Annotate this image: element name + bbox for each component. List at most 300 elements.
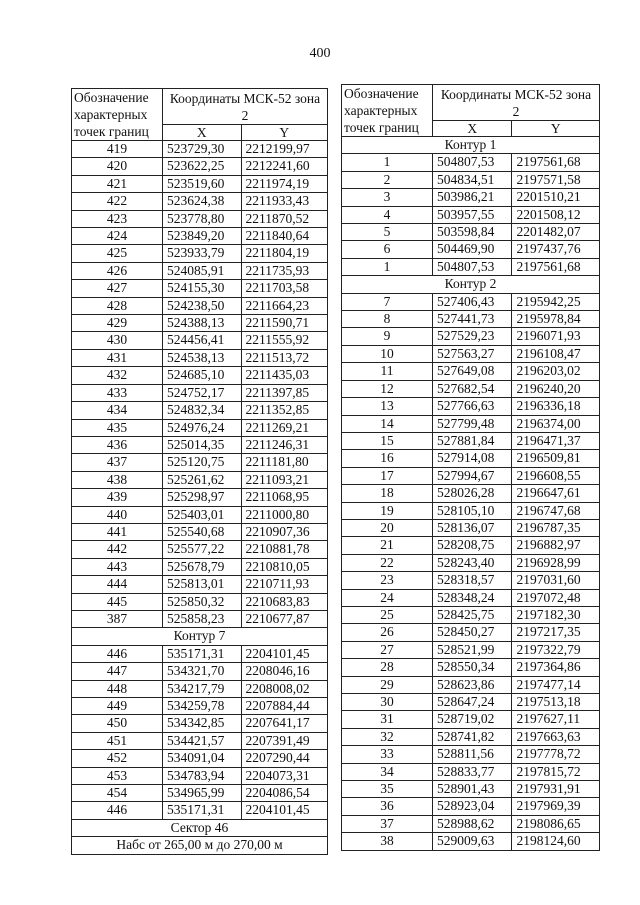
y-coordinate-cell: 2197072,48 xyxy=(512,589,600,606)
y-coordinate-cell: 2210810,05 xyxy=(241,558,328,575)
x-column-header: X xyxy=(433,121,512,137)
point-label-cell: 451 xyxy=(72,732,163,749)
x-coordinate-cell: 503957,55 xyxy=(433,206,512,223)
y-coordinate-cell: 2211435,03 xyxy=(241,367,328,384)
label-column-header: Обозначение характерных точек границ xyxy=(72,89,163,141)
y-column-header: Y xyxy=(241,125,328,141)
y-coordinate-cell: 2211590,71 xyxy=(241,315,328,332)
point-label-cell: 21 xyxy=(342,537,433,554)
point-label-cell: 26 xyxy=(342,624,433,641)
x-coordinate-cell: 527441,73 xyxy=(433,311,512,328)
y-coordinate-cell: 2201510,21 xyxy=(512,189,600,206)
y-coordinate-cell: 2212199,97 xyxy=(241,141,328,158)
table-row xyxy=(342,258,600,275)
table-row xyxy=(342,833,600,850)
y-coordinate-cell: 2204073,31 xyxy=(241,767,328,784)
x-coordinate-cell: 527682,54 xyxy=(433,380,512,397)
point-label-cell: 24 xyxy=(342,589,433,606)
x-coordinate-cell: 524976,24 xyxy=(163,419,242,436)
y-coordinate-cell: 2198124,60 xyxy=(512,833,600,850)
table-row xyxy=(342,606,600,623)
table-row xyxy=(342,345,600,362)
point-label-cell: 6 xyxy=(342,241,433,258)
point-label-cell: 13 xyxy=(342,398,433,415)
y-coordinate-cell: 2211555,92 xyxy=(241,332,328,349)
y-coordinate-cell: 2196108,47 xyxy=(512,345,600,362)
x-coordinate-cell: 527406,43 xyxy=(433,293,512,310)
table-row xyxy=(72,802,328,819)
x-coordinate-cell: 525577,22 xyxy=(163,541,242,558)
x-coordinate-cell: 504807,53 xyxy=(433,154,512,171)
y-coordinate-cell: 2197031,60 xyxy=(512,572,600,589)
section-label: Контур 1 xyxy=(342,137,600,154)
y-coordinate-cell: 2197217,35 xyxy=(512,624,600,641)
point-label-cell: 33 xyxy=(342,746,433,763)
y-coordinate-cell: 2210907,36 xyxy=(241,523,328,540)
coordinates-table-right xyxy=(341,84,600,851)
point-label-cell: 433 xyxy=(72,384,163,401)
y-coordinate-cell: 2196882,97 xyxy=(512,537,600,554)
point-label-cell: 19 xyxy=(342,502,433,519)
y-coordinate-cell: 2197627,11 xyxy=(512,711,600,728)
x-coordinate-cell: 528811,56 xyxy=(433,746,512,763)
point-label-cell: 30 xyxy=(342,694,433,711)
table-row xyxy=(72,558,328,575)
x-coordinate-cell: 527649,08 xyxy=(433,363,512,380)
y-coordinate-cell: 2201482,07 xyxy=(512,224,600,241)
y-coordinate-cell: 2210881,78 xyxy=(241,541,328,558)
point-label-cell: 12 xyxy=(342,380,433,397)
point-label-cell: 425 xyxy=(72,245,163,262)
point-label-cell: 432 xyxy=(72,367,163,384)
x-coordinate-cell: 525403,01 xyxy=(163,506,242,523)
x-coordinate-cell: 524752,17 xyxy=(163,384,242,401)
table-row xyxy=(342,398,600,415)
label-column-header: Обозначение характерных точек границ xyxy=(342,85,433,137)
point-label-cell: 3 xyxy=(342,189,433,206)
point-label-cell: 37 xyxy=(342,815,433,832)
point-label-cell: 17 xyxy=(342,467,433,484)
x-coordinate-cell: 524685,10 xyxy=(163,367,242,384)
y-coordinate-cell: 2196240,20 xyxy=(512,380,600,397)
y-coordinate-cell: 2197437,76 xyxy=(512,241,600,258)
point-label-cell: 16 xyxy=(342,450,433,467)
x-coordinate-cell: 528741,82 xyxy=(433,728,512,745)
y-coordinate-cell: 2196509,81 xyxy=(512,450,600,467)
table-row xyxy=(72,576,328,593)
point-label-cell: 5 xyxy=(342,224,433,241)
point-label-cell: 31 xyxy=(342,711,433,728)
point-label-cell: 447 xyxy=(72,663,163,680)
x-coordinate-cell: 528901,43 xyxy=(433,781,512,798)
x-coordinate-cell: 527881,84 xyxy=(433,432,512,449)
table-row xyxy=(342,363,600,380)
point-label-cell: 448 xyxy=(72,680,163,697)
table-row xyxy=(342,589,600,606)
x-coordinate-cell: 535171,31 xyxy=(163,802,242,819)
table-body xyxy=(72,645,328,819)
x-coordinate-cell: 527766,63 xyxy=(433,398,512,415)
y-coordinate-cell: 2207290,44 xyxy=(241,750,328,767)
table-row xyxy=(72,767,328,784)
table-row xyxy=(72,750,328,767)
point-label-cell: 38 xyxy=(342,833,433,850)
coordinates-header: Координаты МСК-52 зона 2 xyxy=(433,85,600,121)
x-coordinate-cell: 525014,35 xyxy=(163,436,242,453)
table-row xyxy=(72,228,328,245)
point-label-cell: 420 xyxy=(72,158,163,175)
point-label-cell: 424 xyxy=(72,228,163,245)
point-label-cell: 454 xyxy=(72,785,163,802)
table-row xyxy=(72,297,328,314)
x-coordinate-cell: 534091,04 xyxy=(163,750,242,767)
x-coordinate-cell: 534217,79 xyxy=(163,680,242,697)
x-coordinate-cell: 528550,34 xyxy=(433,659,512,676)
y-coordinate-cell: 2211093,21 xyxy=(241,471,328,488)
point-label-cell: 28 xyxy=(342,659,433,676)
table-row xyxy=(72,210,328,227)
table-row xyxy=(342,380,600,397)
y-coordinate-cell: 2197931,91 xyxy=(512,781,600,798)
x-coordinate-cell: 528450,27 xyxy=(433,624,512,641)
point-label-cell: 446 xyxy=(72,802,163,819)
y-coordinate-cell: 2207391,49 xyxy=(241,732,328,749)
table-row xyxy=(342,798,600,815)
x-column-header: X xyxy=(163,125,242,141)
table-body xyxy=(342,154,600,276)
table-row xyxy=(342,502,600,519)
x-coordinate-cell: 528105,10 xyxy=(433,502,512,519)
x-coordinate-cell: 504807,53 xyxy=(433,258,512,275)
point-label-cell: 15 xyxy=(342,432,433,449)
x-coordinate-cell: 534783,94 xyxy=(163,767,242,784)
point-label-cell: 7 xyxy=(342,293,433,310)
table-row xyxy=(342,694,600,711)
x-coordinate-cell: 528425,75 xyxy=(433,606,512,623)
x-coordinate-cell: 525261,62 xyxy=(163,471,242,488)
point-label-cell: 428 xyxy=(72,297,163,314)
point-label-cell: 23 xyxy=(342,572,433,589)
y-coordinate-cell: 2210711,93 xyxy=(241,576,328,593)
y-coordinate-cell: 2197477,14 xyxy=(512,676,600,693)
y-coordinate-cell: 2201508,12 xyxy=(512,206,600,223)
x-coordinate-cell: 525678,79 xyxy=(163,558,242,575)
y-coordinate-cell: 2211974,19 xyxy=(241,175,328,192)
point-label-cell: 8 xyxy=(342,311,433,328)
x-coordinate-cell: 503986,21 xyxy=(433,189,512,206)
y-coordinate-cell: 2208008,02 xyxy=(241,680,328,697)
y-coordinate-cell: 2198086,65 xyxy=(512,815,600,832)
point-label-cell: 450 xyxy=(72,715,163,732)
x-coordinate-cell: 528623,86 xyxy=(433,676,512,693)
y-coordinate-cell: 2196374,00 xyxy=(512,415,600,432)
x-coordinate-cell: 523729,30 xyxy=(163,141,242,158)
point-label-cell: 387 xyxy=(72,610,163,627)
y-coordinate-cell: 2211068,95 xyxy=(241,489,328,506)
y-coordinate-cell: 2211804,19 xyxy=(241,245,328,262)
table-row xyxy=(342,432,600,449)
table-row xyxy=(342,171,600,188)
table-row xyxy=(72,158,328,175)
y-coordinate-cell: 2197571,58 xyxy=(512,171,600,188)
x-coordinate-cell: 535171,31 xyxy=(163,645,242,662)
y-coordinate-cell: 2211181,80 xyxy=(241,454,328,471)
y-coordinate-cell: 2204101,45 xyxy=(241,802,328,819)
table-row xyxy=(72,384,328,401)
y-coordinate-cell: 2197815,72 xyxy=(512,763,600,780)
y-coordinate-cell: 2196747,68 xyxy=(512,502,600,519)
y-coordinate-cell: 2204101,45 xyxy=(241,645,328,662)
y-coordinate-cell: 2211352,85 xyxy=(241,402,328,419)
table-row xyxy=(342,554,600,571)
point-label-cell: 421 xyxy=(72,175,163,192)
y-coordinate-cell: 2197778,72 xyxy=(512,746,600,763)
point-label-cell: 431 xyxy=(72,349,163,366)
point-label-cell: 429 xyxy=(72,315,163,332)
table-row xyxy=(342,728,600,745)
table-row xyxy=(342,154,600,171)
y-coordinate-cell: 2211735,93 xyxy=(241,262,328,279)
point-label-cell: 2 xyxy=(342,171,433,188)
x-coordinate-cell: 528521,99 xyxy=(433,641,512,658)
x-coordinate-cell: 534321,70 xyxy=(163,663,242,680)
point-label-cell: 20 xyxy=(342,519,433,536)
table-row xyxy=(342,485,600,502)
y-coordinate-cell: 2211933,43 xyxy=(241,193,328,210)
table-row xyxy=(72,175,328,192)
x-coordinate-cell: 525298,97 xyxy=(163,489,242,506)
point-label-cell: 14 xyxy=(342,415,433,432)
table-row xyxy=(72,593,328,610)
table-row xyxy=(342,519,600,536)
point-label-cell: 434 xyxy=(72,402,163,419)
table-row xyxy=(72,315,328,332)
point-label-cell: 449 xyxy=(72,698,163,715)
table-row xyxy=(342,293,600,310)
point-label-cell: 440 xyxy=(72,506,163,523)
point-label-cell: 427 xyxy=(72,280,163,297)
x-coordinate-cell: 528719,02 xyxy=(433,711,512,728)
y-coordinate-cell: 2196928,99 xyxy=(512,554,600,571)
point-label-cell: 18 xyxy=(342,485,433,502)
table-row xyxy=(72,715,328,732)
table-row xyxy=(342,467,600,484)
y-coordinate-cell: 2207884,44 xyxy=(241,698,328,715)
point-label-cell: 9 xyxy=(342,328,433,345)
table-row xyxy=(72,141,328,158)
table-row xyxy=(72,367,328,384)
coordinates-table-left xyxy=(71,88,328,855)
y-coordinate-cell: 2197322,79 xyxy=(512,641,600,658)
y-coordinate-cell: 2196071,93 xyxy=(512,328,600,345)
y-coordinate-cell: 2211840,64 xyxy=(241,228,328,245)
point-label-cell: 430 xyxy=(72,332,163,349)
table-row xyxy=(342,711,600,728)
table-row xyxy=(72,698,328,715)
x-coordinate-cell: 504469,90 xyxy=(433,241,512,258)
point-label-cell: 441 xyxy=(72,523,163,540)
table-row xyxy=(342,781,600,798)
x-coordinate-cell: 528318,57 xyxy=(433,572,512,589)
point-label-cell: 445 xyxy=(72,593,163,610)
table-row xyxy=(72,541,328,558)
x-coordinate-cell: 523849,20 xyxy=(163,228,242,245)
y-coordinate-cell: 2211870,52 xyxy=(241,210,328,227)
x-coordinate-cell: 524538,13 xyxy=(163,349,242,366)
y-coordinate-cell: 2197182,30 xyxy=(512,606,600,623)
table-row xyxy=(72,349,328,366)
table-row xyxy=(72,245,328,262)
x-coordinate-cell: 528647,24 xyxy=(433,694,512,711)
x-coordinate-cell: 528833,77 xyxy=(433,763,512,780)
y-coordinate-cell: 2196336,18 xyxy=(512,398,600,415)
table-row xyxy=(72,262,328,279)
table-row xyxy=(72,645,328,662)
x-coordinate-cell: 527529,23 xyxy=(433,328,512,345)
x-coordinate-cell: 524238,50 xyxy=(163,297,242,314)
x-coordinate-cell: 528026,28 xyxy=(433,485,512,502)
y-coordinate-cell: 2196471,37 xyxy=(512,432,600,449)
x-coordinate-cell: 523519,60 xyxy=(163,175,242,192)
table-row xyxy=(72,663,328,680)
point-label-cell: 1 xyxy=(342,258,433,275)
table-row xyxy=(342,415,600,432)
table-row xyxy=(72,680,328,697)
point-label-cell: 29 xyxy=(342,676,433,693)
y-coordinate-cell: 2196647,61 xyxy=(512,485,600,502)
point-label-cell: 25 xyxy=(342,606,433,623)
table-body xyxy=(72,141,328,628)
x-coordinate-cell: 527994,67 xyxy=(433,467,512,484)
x-coordinate-cell: 528136,07 xyxy=(433,519,512,536)
table-row xyxy=(342,815,600,832)
x-coordinate-cell: 528243,40 xyxy=(433,554,512,571)
table-row xyxy=(72,402,328,419)
x-coordinate-cell: 524085,91 xyxy=(163,262,242,279)
point-label-cell: 32 xyxy=(342,728,433,745)
table-row xyxy=(342,676,600,693)
table-row xyxy=(342,206,600,223)
table-row xyxy=(72,785,328,802)
table-header xyxy=(342,85,600,137)
table-body xyxy=(342,293,600,850)
y-coordinate-cell: 2204086,54 xyxy=(241,785,328,802)
point-label-cell: 437 xyxy=(72,454,163,471)
x-coordinate-cell: 525813,01 xyxy=(163,576,242,593)
coordinates-header: Координаты МСК-52 зона 2 xyxy=(163,89,328,125)
point-label-cell: 435 xyxy=(72,419,163,436)
x-coordinate-cell: 525858,23 xyxy=(163,610,242,627)
point-label-cell: 35 xyxy=(342,781,433,798)
y-coordinate-cell: 2196203,02 xyxy=(512,363,600,380)
x-coordinate-cell: 525540,68 xyxy=(163,523,242,540)
point-label-cell: 436 xyxy=(72,436,163,453)
table-row xyxy=(342,572,600,589)
point-label-cell: 1 xyxy=(342,154,433,171)
table-row xyxy=(72,732,328,749)
x-coordinate-cell: 528923,04 xyxy=(433,798,512,815)
x-coordinate-cell: 534259,78 xyxy=(163,698,242,715)
point-label-cell: 446 xyxy=(72,645,163,662)
table-row xyxy=(342,450,600,467)
x-coordinate-cell: 525120,75 xyxy=(163,454,242,471)
height-range-label: Набс от 265,00 м до 270,00 м xyxy=(72,837,328,854)
point-label-cell: 27 xyxy=(342,641,433,658)
y-coordinate-cell: 2210683,83 xyxy=(241,593,328,610)
point-label-cell: 423 xyxy=(72,210,163,227)
y-coordinate-cell: 2211703,58 xyxy=(241,280,328,297)
section-label: Контур 7 xyxy=(72,628,328,645)
y-coordinate-cell: 2195978,84 xyxy=(512,311,600,328)
y-coordinate-cell: 2211246,31 xyxy=(241,436,328,453)
x-coordinate-cell: 524456,41 xyxy=(163,332,242,349)
y-coordinate-cell: 2197513,18 xyxy=(512,694,600,711)
y-coordinate-cell: 2195942,25 xyxy=(512,293,600,310)
point-label-cell: 444 xyxy=(72,576,163,593)
page-number: 400 xyxy=(309,46,331,61)
x-coordinate-cell: 523778,80 xyxy=(163,210,242,227)
table-row xyxy=(72,471,328,488)
x-coordinate-cell: 529009,63 xyxy=(433,833,512,850)
x-coordinate-cell: 528988,62 xyxy=(433,815,512,832)
y-coordinate-cell: 2211513,72 xyxy=(241,349,328,366)
x-coordinate-cell: 524155,30 xyxy=(163,280,242,297)
x-coordinate-cell: 523933,79 xyxy=(163,245,242,262)
point-label-cell: 4 xyxy=(342,206,433,223)
point-label-cell: 443 xyxy=(72,558,163,575)
table-row xyxy=(342,659,600,676)
y-coordinate-cell: 2211000,80 xyxy=(241,506,328,523)
point-label-cell: 442 xyxy=(72,541,163,558)
y-coordinate-cell: 2197969,39 xyxy=(512,798,600,815)
x-coordinate-cell: 534421,57 xyxy=(163,732,242,749)
x-coordinate-cell: 523624,38 xyxy=(163,193,242,210)
table-header xyxy=(72,89,328,141)
table-row xyxy=(72,332,328,349)
x-coordinate-cell: 534342,85 xyxy=(163,715,242,732)
table-row xyxy=(342,241,600,258)
table-row xyxy=(342,763,600,780)
point-label-cell: 426 xyxy=(72,262,163,279)
table-row xyxy=(342,311,600,328)
point-label-cell: 22 xyxy=(342,554,433,571)
table-row xyxy=(72,280,328,297)
x-coordinate-cell: 527563,27 xyxy=(433,345,512,362)
y-coordinate-cell: 2197663,63 xyxy=(512,728,600,745)
table-row xyxy=(72,436,328,453)
y-coordinate-cell: 2197561,68 xyxy=(512,258,600,275)
y-coordinate-cell: 2207641,17 xyxy=(241,715,328,732)
y-coordinate-cell: 2197561,68 xyxy=(512,154,600,171)
table-row xyxy=(72,454,328,471)
y-coordinate-cell: 2196787,35 xyxy=(512,519,600,536)
x-coordinate-cell: 528208,75 xyxy=(433,537,512,554)
point-label-cell: 34 xyxy=(342,763,433,780)
x-coordinate-cell: 527799,48 xyxy=(433,415,512,432)
table-row xyxy=(72,506,328,523)
table-row xyxy=(342,624,600,641)
y-coordinate-cell: 2210677,87 xyxy=(241,610,328,627)
section-label: Контур 2 xyxy=(342,276,600,293)
x-coordinate-cell: 527914,08 xyxy=(433,450,512,467)
sector-label: Сектор 46 xyxy=(72,819,328,836)
x-coordinate-cell: 528348,24 xyxy=(433,589,512,606)
table-row xyxy=(72,523,328,540)
y-coordinate-cell: 2211664,23 xyxy=(241,297,328,314)
x-coordinate-cell: 524832,34 xyxy=(163,402,242,419)
y-column-header: Y xyxy=(512,121,600,137)
point-label-cell: 453 xyxy=(72,767,163,784)
